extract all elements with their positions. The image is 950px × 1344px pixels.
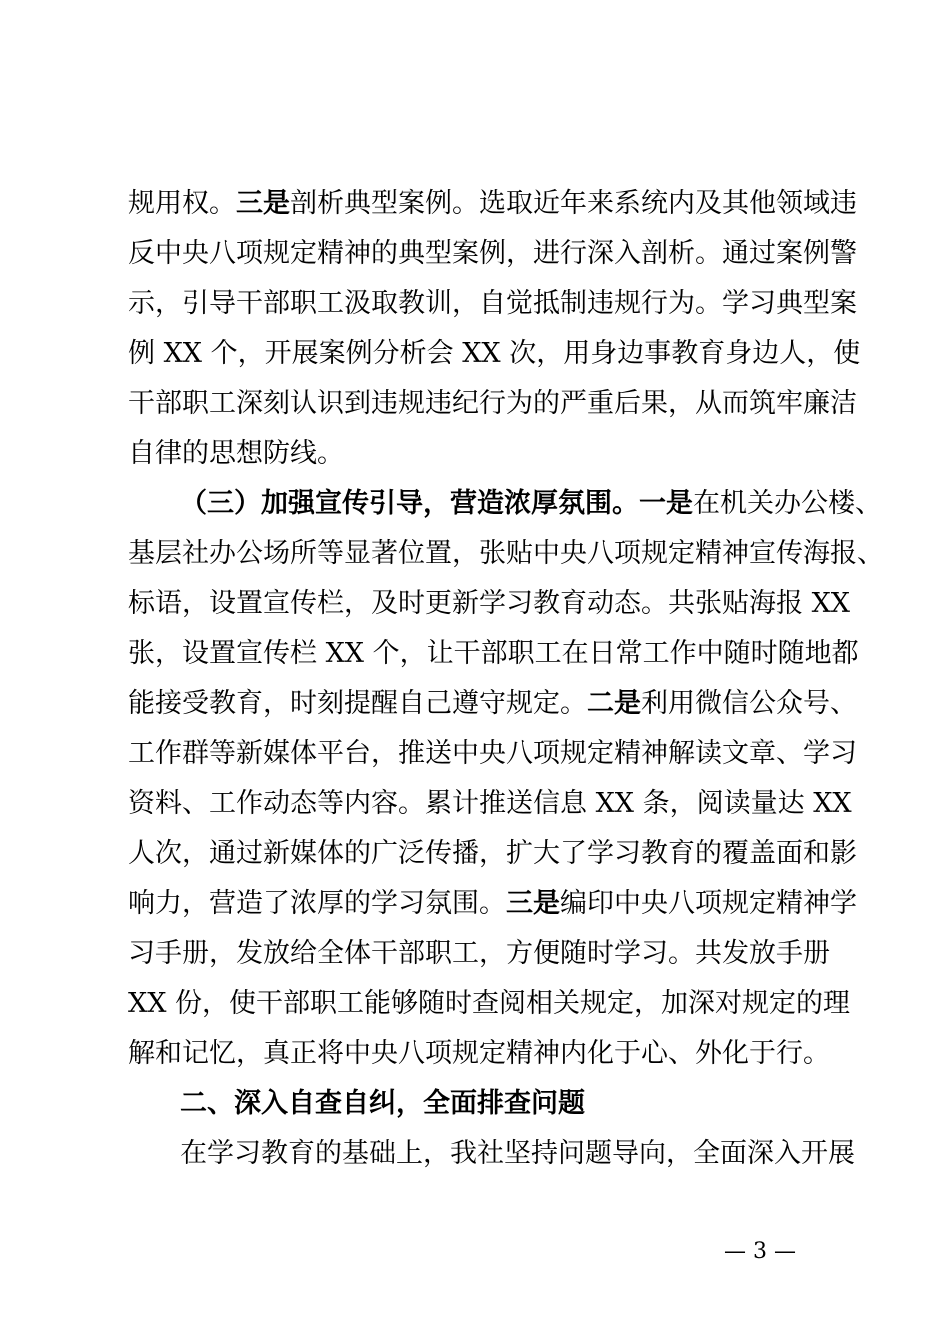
text-segment: 在学习教育的基础上，我社坚持问题导向，全面深入开展 xyxy=(180,1138,855,1169)
text-segment: 解和记忆，真正将中央八项规定精神内化于心、外化于行。 xyxy=(128,1038,830,1069)
text-line xyxy=(128,379,857,429)
text-segment: 反中央八项规定精神的典型案例，进行深入剖析。通过案例警 xyxy=(128,238,857,269)
text-segment: 规用权。 xyxy=(128,188,236,219)
text-line xyxy=(128,1029,832,1079)
section-heading-line xyxy=(128,1079,832,1129)
text-line xyxy=(128,729,857,779)
text-line xyxy=(128,979,851,1029)
text-line xyxy=(128,429,832,479)
text-segment: 习手册，发放给全体干部职工，方便随时学习。共发放手册 xyxy=(128,938,830,969)
text-segment: 例 XX 个，开展案例分析会 XX 次，用身边事教育身边人，使 xyxy=(128,338,861,369)
bold-marker: 一是 xyxy=(639,488,693,519)
text-line xyxy=(128,579,851,629)
text-segment: 基层社办公场所等显著位置，张贴中央八项规定精神宣传海报、 xyxy=(128,538,884,569)
bold-marker: 三是 xyxy=(236,188,290,219)
text-segment: 示，引导干部职工汲取教训，自觉抵制违规行为。学习典型案 xyxy=(128,288,857,319)
text-line xyxy=(128,779,852,829)
text-segment: 张，设置宣传栏 XX 个，让干部职工在日常工作中随时随地都 xyxy=(128,638,859,669)
text-segment: 在机关办公楼、 xyxy=(693,488,882,519)
text-segment: 干部职工深刻认识到违规违纪行为的严重后果，从而筑牢廉洁 xyxy=(128,388,857,419)
document-body xyxy=(128,179,884,1179)
bold-marker: 三是 xyxy=(506,888,560,919)
text-segment: 资料、工作动态等内容。累计推送信息 XX 条，阅读量达 XX xyxy=(128,788,852,819)
subsection-heading: （三）加强宣传引导，营造浓厚氛围。 xyxy=(180,488,639,519)
text-line xyxy=(128,829,857,879)
section-heading: 二、深入自查自纠，全面排查问题 xyxy=(180,1088,585,1119)
text-line xyxy=(128,679,857,729)
text-segment: 标语，设置宣传栏，及时更新学习教育动态。共张贴海报 XX xyxy=(128,588,851,619)
text-line xyxy=(128,329,861,379)
text-segment: 能接受教育，时刻提醒自己遵守规定。 xyxy=(128,688,587,719)
text-line xyxy=(128,279,857,329)
text-line xyxy=(128,929,832,979)
text-segment: 剖析典型案例。选取近年来系统内及其他领域违 xyxy=(290,188,857,219)
text-segment: 工作群等新媒体平台，推送中央八项规定精神解读文章、学习 xyxy=(128,738,857,769)
text-segment: 人次，通过新媒体的广泛传播，扩大了学习教育的覆盖面和影 xyxy=(128,838,857,869)
text-segment: XX 份，使干部职工能够随时查阅相关规定，加深对规定的理 xyxy=(128,988,851,1019)
bold-marker: 二是 xyxy=(587,688,641,719)
text-line xyxy=(128,229,857,279)
text-line xyxy=(128,179,857,229)
section-heading-line xyxy=(128,479,882,529)
text-segment: 利用微信公众号、 xyxy=(641,688,857,719)
text-segment: 响力，营造了浓厚的学习氛围。 xyxy=(128,888,506,919)
text-line xyxy=(128,879,857,929)
text-line xyxy=(128,629,859,679)
text-line xyxy=(128,529,884,579)
text-segment: 编印中央八项规定精神学 xyxy=(560,888,857,919)
text-line xyxy=(128,1129,855,1179)
text-segment: 自律的思想防线。 xyxy=(128,438,344,469)
page-number: — 3 — xyxy=(724,1239,796,1264)
